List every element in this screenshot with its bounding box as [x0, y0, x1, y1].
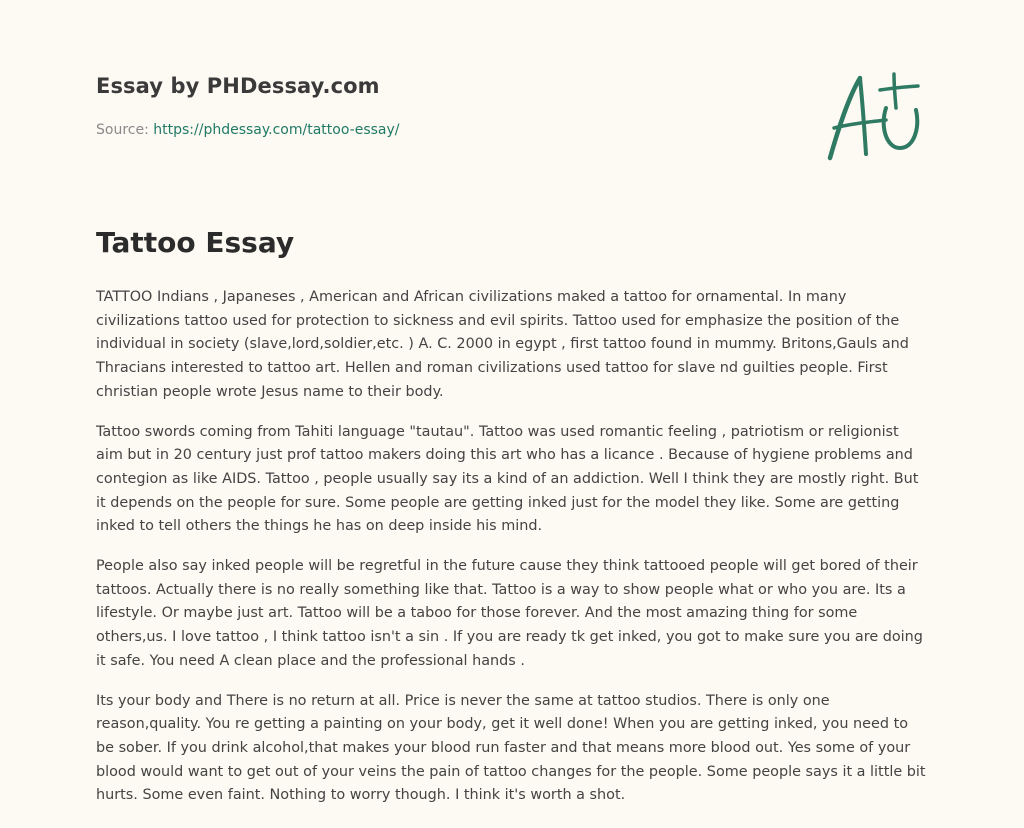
paragraph: People also say inked people will be regretful in the future cause they think tattooed people will get bored of their tattoos. Actually there is no really something like that. Tattoo is a way to show people what or who you are. Its a lifestyle. Or maybe just art. Tattoo will be a taboo for those forever. And the most amazing thing for some others,us. I love tattoo , I think tattoo isn't a sin . If you are ready tk get inked, you got to make sure you are doing it safe. You need A clean place and the professional hands .	[96, 558, 923, 669]
brand-title: Essay by PHDessay.com	[96, 74, 380, 98]
paragraph: Its your body and There is no return at all. Price is never the same at tattoo studios. There is only one reason,quality. You re getting a painting on your body, get it well done! When you are getting inked, you need to be sober. If you drink alcohol,that makes your blood run faster and that means more blood out. Yes some of your blood would want to get out of your veins the pain of tattoo changes for the people. Some people says it a little bit hurts. Some even faint. Nothing to worry though. I think it's worth a shot.	[96, 692, 926, 804]
a-plus-grade-icon	[820, 68, 928, 164]
paragraph: TATTOO Indians , Japaneses , American and African civilizations maked a tattoo for ornamental. In many civilizations tattoo used for protection to sickness and evil spirits. Tattoo used for emphasize the position of the individual in society (slave,lord,soldier,etc. ) A. C. 2000 in egypt , first tattoo found in mummy. Britons,Gauls and Thracians interested to tattoo art. Hellen and roman civilizations used tattoo for slave nd guilties people. First christian people wrote Jesus name to their body.	[96, 289, 909, 400]
source-line	[96, 122, 796, 138]
page-title: Tattoo Essay	[96, 226, 295, 259]
essay-body	[96, 286, 930, 824]
source-label: Source:	[96, 122, 154, 138]
source-link[interactable]: https://phdessay.com/tattoo-essay/	[153, 122, 400, 138]
paragraph: Tattoo swords coming from Tahiti language "tautau". Tattoo was used romantic feeling , patriotism or religionist aim but in 20 century just prof tattoo makers doing this art who has a licance . Because of hygiene problems and contegion as like AIDS. Tattoo , people usually say its a kind of an addiction. Well I think they are mostly right. But it depends on the people for sure. Some people are getting inked just for the model they like. Some are getting inked to tell others the things he has on deep inside his mind.	[96, 423, 919, 535]
essay-header	[96, 74, 796, 138]
